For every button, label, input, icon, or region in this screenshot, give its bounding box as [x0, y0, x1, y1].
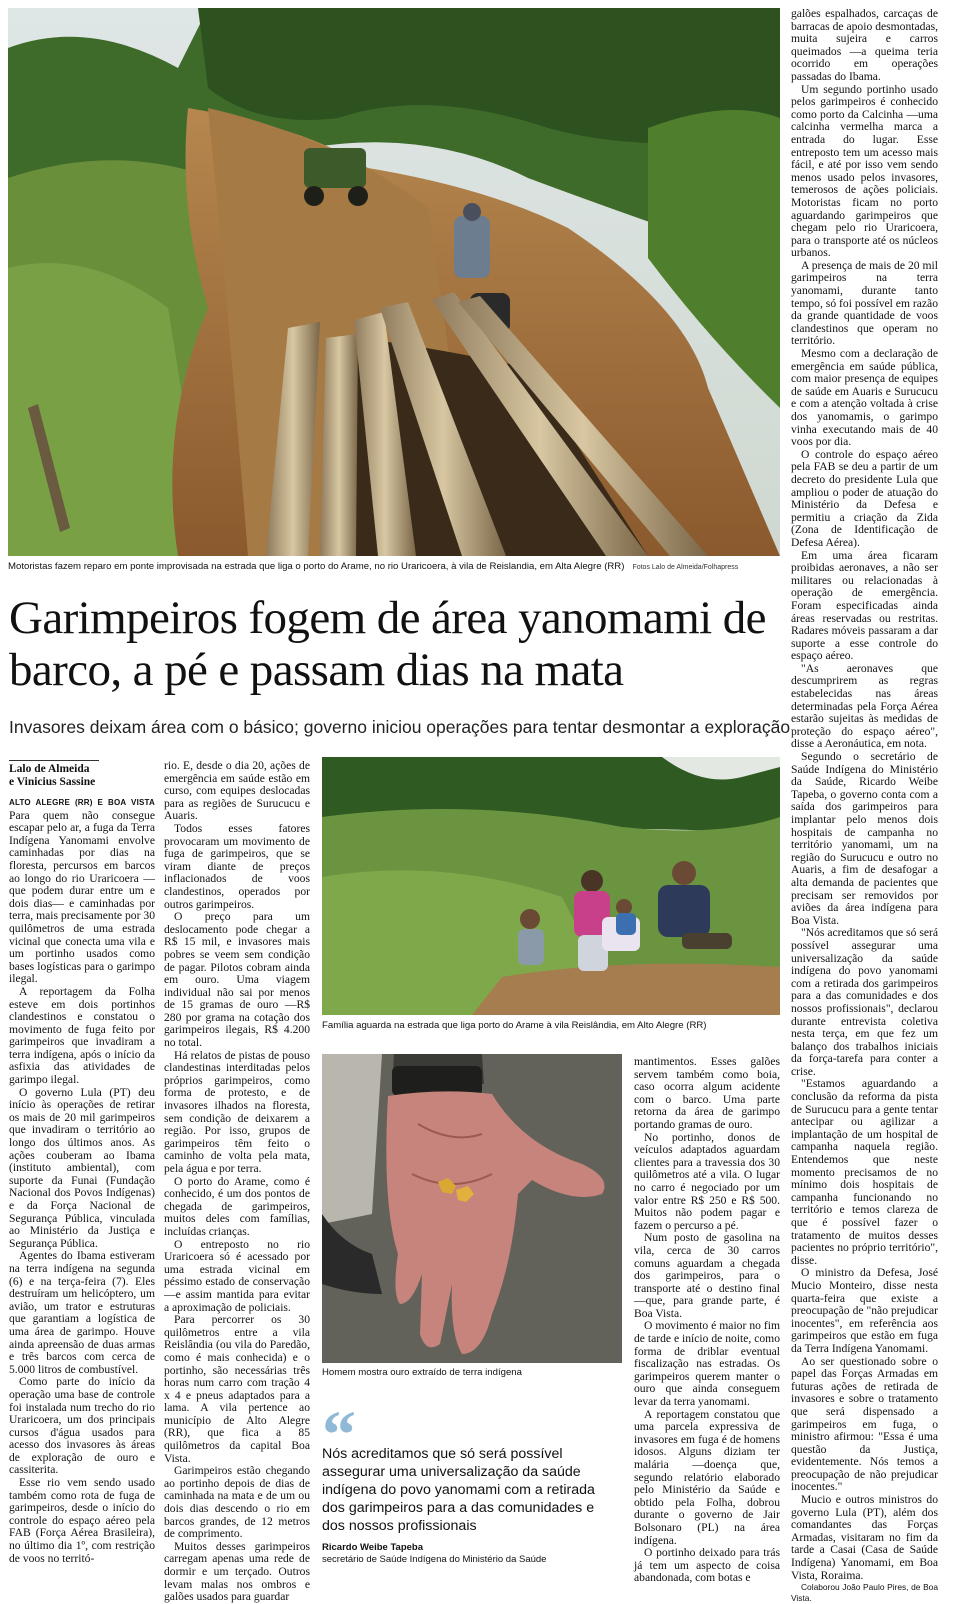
paragraph: Mucio e outros ministros do governo Lula (PT), além dos comandantes das Forças Armadas, visitaram no fim da tarde a Casai (Casa de Saúde Indígena) Yanomami, em Boa Vista, Roraima.: [791, 1493, 938, 1582]
photo-credit: Fotos Lalo de Almeida/Folhapress: [632, 564, 739, 571]
family-photo: [322, 757, 780, 1015]
paragraph: A reportagem da Folha esteve em dois portinhos clandestinos e constatou o movimento de fuga feito por garimpeiros que invadiram a terra indígena, após o início da asfixia das atividades de garimpo ilegal.: [9, 984, 155, 1087]
paragraph: Em uma área ficaram proibidas aeronaves, a não ser militares ou relacionadas à operação de emergência. Foram especificadas ainda áreas reservadas ou restritas. Radares móveis passaram a dar suporte a esse controle do espaço aéreo.: [791, 548, 938, 663]
headline: Garimpeiros fogem de área yanomami de barco, a pé e passam dias na mata: [9, 592, 766, 696]
paragraph: Como parte do início da operação uma base de controle foi instalada num trecho do rio Uraricoera, um dos principais cursos d'água usados para acesso dos invasores às áreas de exploração de ouro e cassiterita.: [9, 1375, 155, 1477]
paragraph: Garimpeiros estão chegando ao portinho depois de dias de caminhada na mata e de um ou dois dias descendo o rio em barcos grandes, de 12 metros de comprimento.: [164, 1464, 310, 1541]
paragraph: Muitos desses garimpeiros carregam apenas uma rede de dormir e um terçado. Outros levam malas nos ombros e galões usados para guardar: [164, 1539, 310, 1604]
collaboration-note: Colaborou João Paulo Pires, de Boa Vista.: [791, 1582, 938, 1603]
paragraph: "Nós acreditamos que só será possível assegurar uma universalização da saúde indígena do povo yanomami com a retirada dos garimpeiros para a das comunidades e dos nossos profissionais", declarou durante entrevista coletiva nesta terça, em que fez um balanço dos trabalhos iniciais da força-tarefa para conter a crise.: [791, 926, 938, 1078]
byline-author-1: Lalo de Almeida: [9, 763, 90, 775]
paragraph: O governo Lula (PT) deu início às operações de retirar os mais de 20 mil garimpeiros que invadiram o território ao longo dos últimos anos. As ações couberam ao Ibama (instituto ambiental), com suporte da Funai (Fundação Nacional dos Povos Indígenas) e da Força Nacional de Segurança Pública, vinculada ao Ministério da Justiça e Segurança Pública.: [9, 1085, 155, 1250]
paragraph: "Estamos aguardando a conclusão da reforma da pista de Surucucu para a gente tentar antecipar ou agilizar a implantação de um hospital de campanha naquela região. Entendemos que neste momento precisamos de no mínimo dois hospitais de campanha funcionando no território e temos clareza de que é possível fazer o tratamento de muitos desses pacientes no próprio território", disse.: [791, 1077, 938, 1267]
paragraph: Num posto de gasolina na vila, cerca de 30 carros comuns aguardam a chegada dos garimpeiros, para o transporte até o destino final —que, para grande parte, é Boa Vista.: [634, 1231, 780, 1320]
paragraph: A presença de mais de 20 mil garimpeiros na terra yanomami, durante tanto tempo, só foi possível em razão da grande quantidade de voos clandestinos que operam no território.: [791, 258, 938, 348]
paragraph: "As aeronaves que descumprirem as regras estabelecidas nas áreas determinadas pela Força Aérea estarão sujeitas às medidas de proteção do espaço aéreo", disse a Aeronáutica, em nota.: [791, 661, 938, 751]
gold-hand-photo: [322, 1054, 622, 1363]
article-column-2: [164, 759, 310, 1604]
quote-author-role: secretário de Saúde Indígena do Ministério da Saúde: [322, 1554, 547, 1565]
paragraph: No portinho, donos de veículos adaptados aguardam clientes para a travessia dos 30 quilômetros até a vila. O lugar no carro é negociado por um valor entre R$ 250 e R$ 500. Muitos não podem pagar e fazem o percurso a pé.: [634, 1130, 780, 1232]
paragraph: Esse rio vem sendo usado também como rota de fuga de garimpeiros, desde o início do controle do espaço aéreo pela FAB (Força Aérea Brasileira), no último dia 1º, com restrição de voos no territó-: [9, 1476, 155, 1565]
gold-hand-photo-caption: Homem mostra ouro extraído de terra indígena: [322, 1367, 522, 1378]
paragraph: Segundo o secretário de Saúde Indígena do Ministério da Saúde, Ricardo Weibe Tapeba, o governo conta com a saída dos garimpeiros para implantar pelo menos dois hospitais de campanha no território yanomami, um na região do Surucucu e outro no Auaris, a fim de desafogar a alta demanda de pacientes que precisam ser removidos por aviões da área indígena para Boa Vista.: [791, 750, 938, 927]
paragraph: Para percorrer os 30 quilômetros entre a vila Reislândia (ou vila do Paredão, como é mais conhecida) e o portinho, são necessárias três horas num carro com tração 4 x 4 e pneus adaptados para a lama. A vila pertence ao município de Alto Alegre (RR), que fica a 85 quilômetros da capital Boa Vista.: [164, 1313, 310, 1465]
bridge-photo: [8, 8, 780, 556]
paragraph: Há relatos de pistas de pouso clandestinas interditadas pelos próprios garimpeiros, como forma de protesto, e de invasores ilhados na floresta, sem condição de deixarem a região. Por isso, grupos de garimpeiros têm feito o caminho de volta pela mata, pela água e por terra.: [164, 1048, 310, 1175]
article-column-1: [9, 796, 155, 1586]
paragraph: O preço para um deslocamento pode chegar a R$ 15 mil, e invasores mais pobres se veem sem condição de pagar. Pilotos cobram ainda em ouro. Uma viagem individual não sai por menos de 15 gramas de ouro —R$ 280 por grama na cotação dos garimpeiros ilegais, R$ 4.200 no total.: [164, 910, 310, 1050]
dateline: ALTO ALEGRE (RR) E BOA VISTA: [9, 798, 155, 807]
paragraph: O porto do Arame, como é conhecido, é um dos pontos de chegada de garimpeiros, muitos deles com famílias, incluídas crianças.: [164, 1174, 310, 1238]
byline-author-2: e Vinicius Sassine: [9, 776, 96, 788]
paragraph: A reportagem constatou que uma parcela expressiva de invasores em fuga é de homens idosos. Alguns diziam ter malária —doença que, segundo relatório elaborado pelo Ministério da Saúde e obtido pela Folha, dobrou durante o governo de Jair Bolsonaro (PL) na área indígena.: [634, 1407, 780, 1547]
article-column-3: [634, 1056, 780, 1586]
paragraph: O controle do espaço aéreo pela FAB se deu a partir de um decreto do presidente Lula que ampliou o poder de atuação do Ministério da Defesa e permitiu a criação da Zida (Zona de Identificação de Defesa Aérea).: [791, 447, 938, 549]
paragraph: O entreposto no rio Uraricoera só é acessado por uma estrada vicinal em péssimo estado de conservação —e assim mantida para evitar a aproximação de policiais.: [164, 1237, 310, 1314]
article-column-4: [791, 7, 938, 1603]
caption-text: Motoristas fazem reparo em ponte improvisada na estrada que liga o porto do Arame, no rio Uraricoera, à vila de Reislandia, em Alta Alegre (RR): [8, 561, 625, 572]
subheadline: Invasores deixam área com o básico; governo iniciou operações para tentar desmontar a exploração: [9, 717, 791, 737]
bridge-photo-caption: [8, 561, 788, 574]
paragraph: Ao ser questionado sobre o papel das Forças Armadas em futuras ações de retirada de invasores e sobre o tratamento que será dispensado a garimpeiros em fuga, o ministro afirmou: "Essa é uma questão da Justiça, evidentemente. Nós temos a preocupação de não prejudicar inocentes.": [791, 1354, 938, 1494]
paragraph: Agentes do Ibama estiveram na terra indígena na segunda (6) e na terça-feira (7). Eles destruíram um helicóptero, um avião, um trator e estruturas que garantiam a logística de uma área de garimpo. Houve ainda apreensão de duas armas e três barcos com cerca de 5.000 litros de combustível.: [9, 1249, 155, 1376]
byline: [9, 760, 99, 789]
paragraph: ALTO ALEGRE (RR) E BOA VISTA Para quem não consegue escapar pelo ar, a fuga da Terra Indígena Yanomami envolve caminhadas por dias na floresta, percursos em barcos ao longo do rio Uraricoera —que podem durar entre um e dois dias— e caminhadas por terra, mais precisamente por 30 quilômetros de uma estrada vicinal que conecta uma vila e um portinho usados como bases logísticas para o garimpo ilegal.: [9, 798, 155, 986]
quote-mark-icon: “: [322, 1396, 356, 1472]
family-photo-caption: Família aguarda na estrada que liga porto do Arame à vila Reislândia, em Alto Alegre (RR): [322, 1020, 707, 1031]
paragraph: O portinho deixado para trás já tem um aspecto de coisa abandonada, com botas e: [634, 1546, 780, 1585]
paragraph: mantimentos. Esses galões servem também como boia, caso ocorra algum acidente com o barco. Uma parte retorna da área de garimpo portando gramas de ouro.: [634, 1055, 780, 1131]
paragraph: galões espalhados, carcaças de barracas de apoio desmontadas, muita sujeira e carros queimados —a queima teria ocorrido em operações passadas do Ibama.: [791, 7, 938, 83]
paragraph: O movimento é maior no fim de tarde e início de noite, como forma de driblar eventual fiscalização nas estradas. Os garimpeiros querem manter o ouro que ainda conseguem levar da terra yanomami.: [634, 1319, 780, 1409]
paragraph: Todos esses fatores provocaram um movimento de fuga de garimpeiros, que se viram diante de preços inflacionados de voos clandestinos, operados por outros garimpeiros.: [164, 821, 310, 911]
paragraph: rio. E, desde o dia 20, ações de emergência em saúde estão em curso, com equipes deslocadas para as regiões de Surucucu e Auaris.: [164, 759, 310, 823]
paragraph: Um segundo portinho usado pelos garimpeiros é conhecido como porto da Calcinha —uma calcinha vermelha marca a entrada do lugar. Esse entreposto tem um acesso mais fácil, e até por isso vem sendo menos usado pelos invasores, temerosos de ações policiais. Motoristas ficam no porto aguardando garimpeiros que chegam pelo rio Uraricoera, para o transporte até os núcleos urbanos.: [791, 82, 938, 260]
pull-quote-attribution: [322, 1542, 602, 1566]
pull-quote: Nós acreditamos que só será possível assegurar uma universalização da saúde indígena do povo yanomami com a retirada dos garimpeiros para a das comunidades e dos nossos profissionais: [322, 1446, 595, 1534]
paragraph: Mesmo com a declaração de emergência em saúde pública, com maior presença de equipes de saúde em Auaris e Surucucu e com a atenção voltada à crise dos yanomamis, o garimpo vinha executando mais de 40 voos por dia.: [791, 347, 938, 449]
paragraph: O ministro da Defesa, José Mucio Monteiro, disse nesta quarta-feira que existe a preocupação de "não prejudicar inocentes", em referência aos garimpeiros que estão em fuga da Terra Indígena Yanomami.: [791, 1266, 938, 1355]
quote-author: Ricardo Weibe Tapeba: [322, 1542, 424, 1553]
